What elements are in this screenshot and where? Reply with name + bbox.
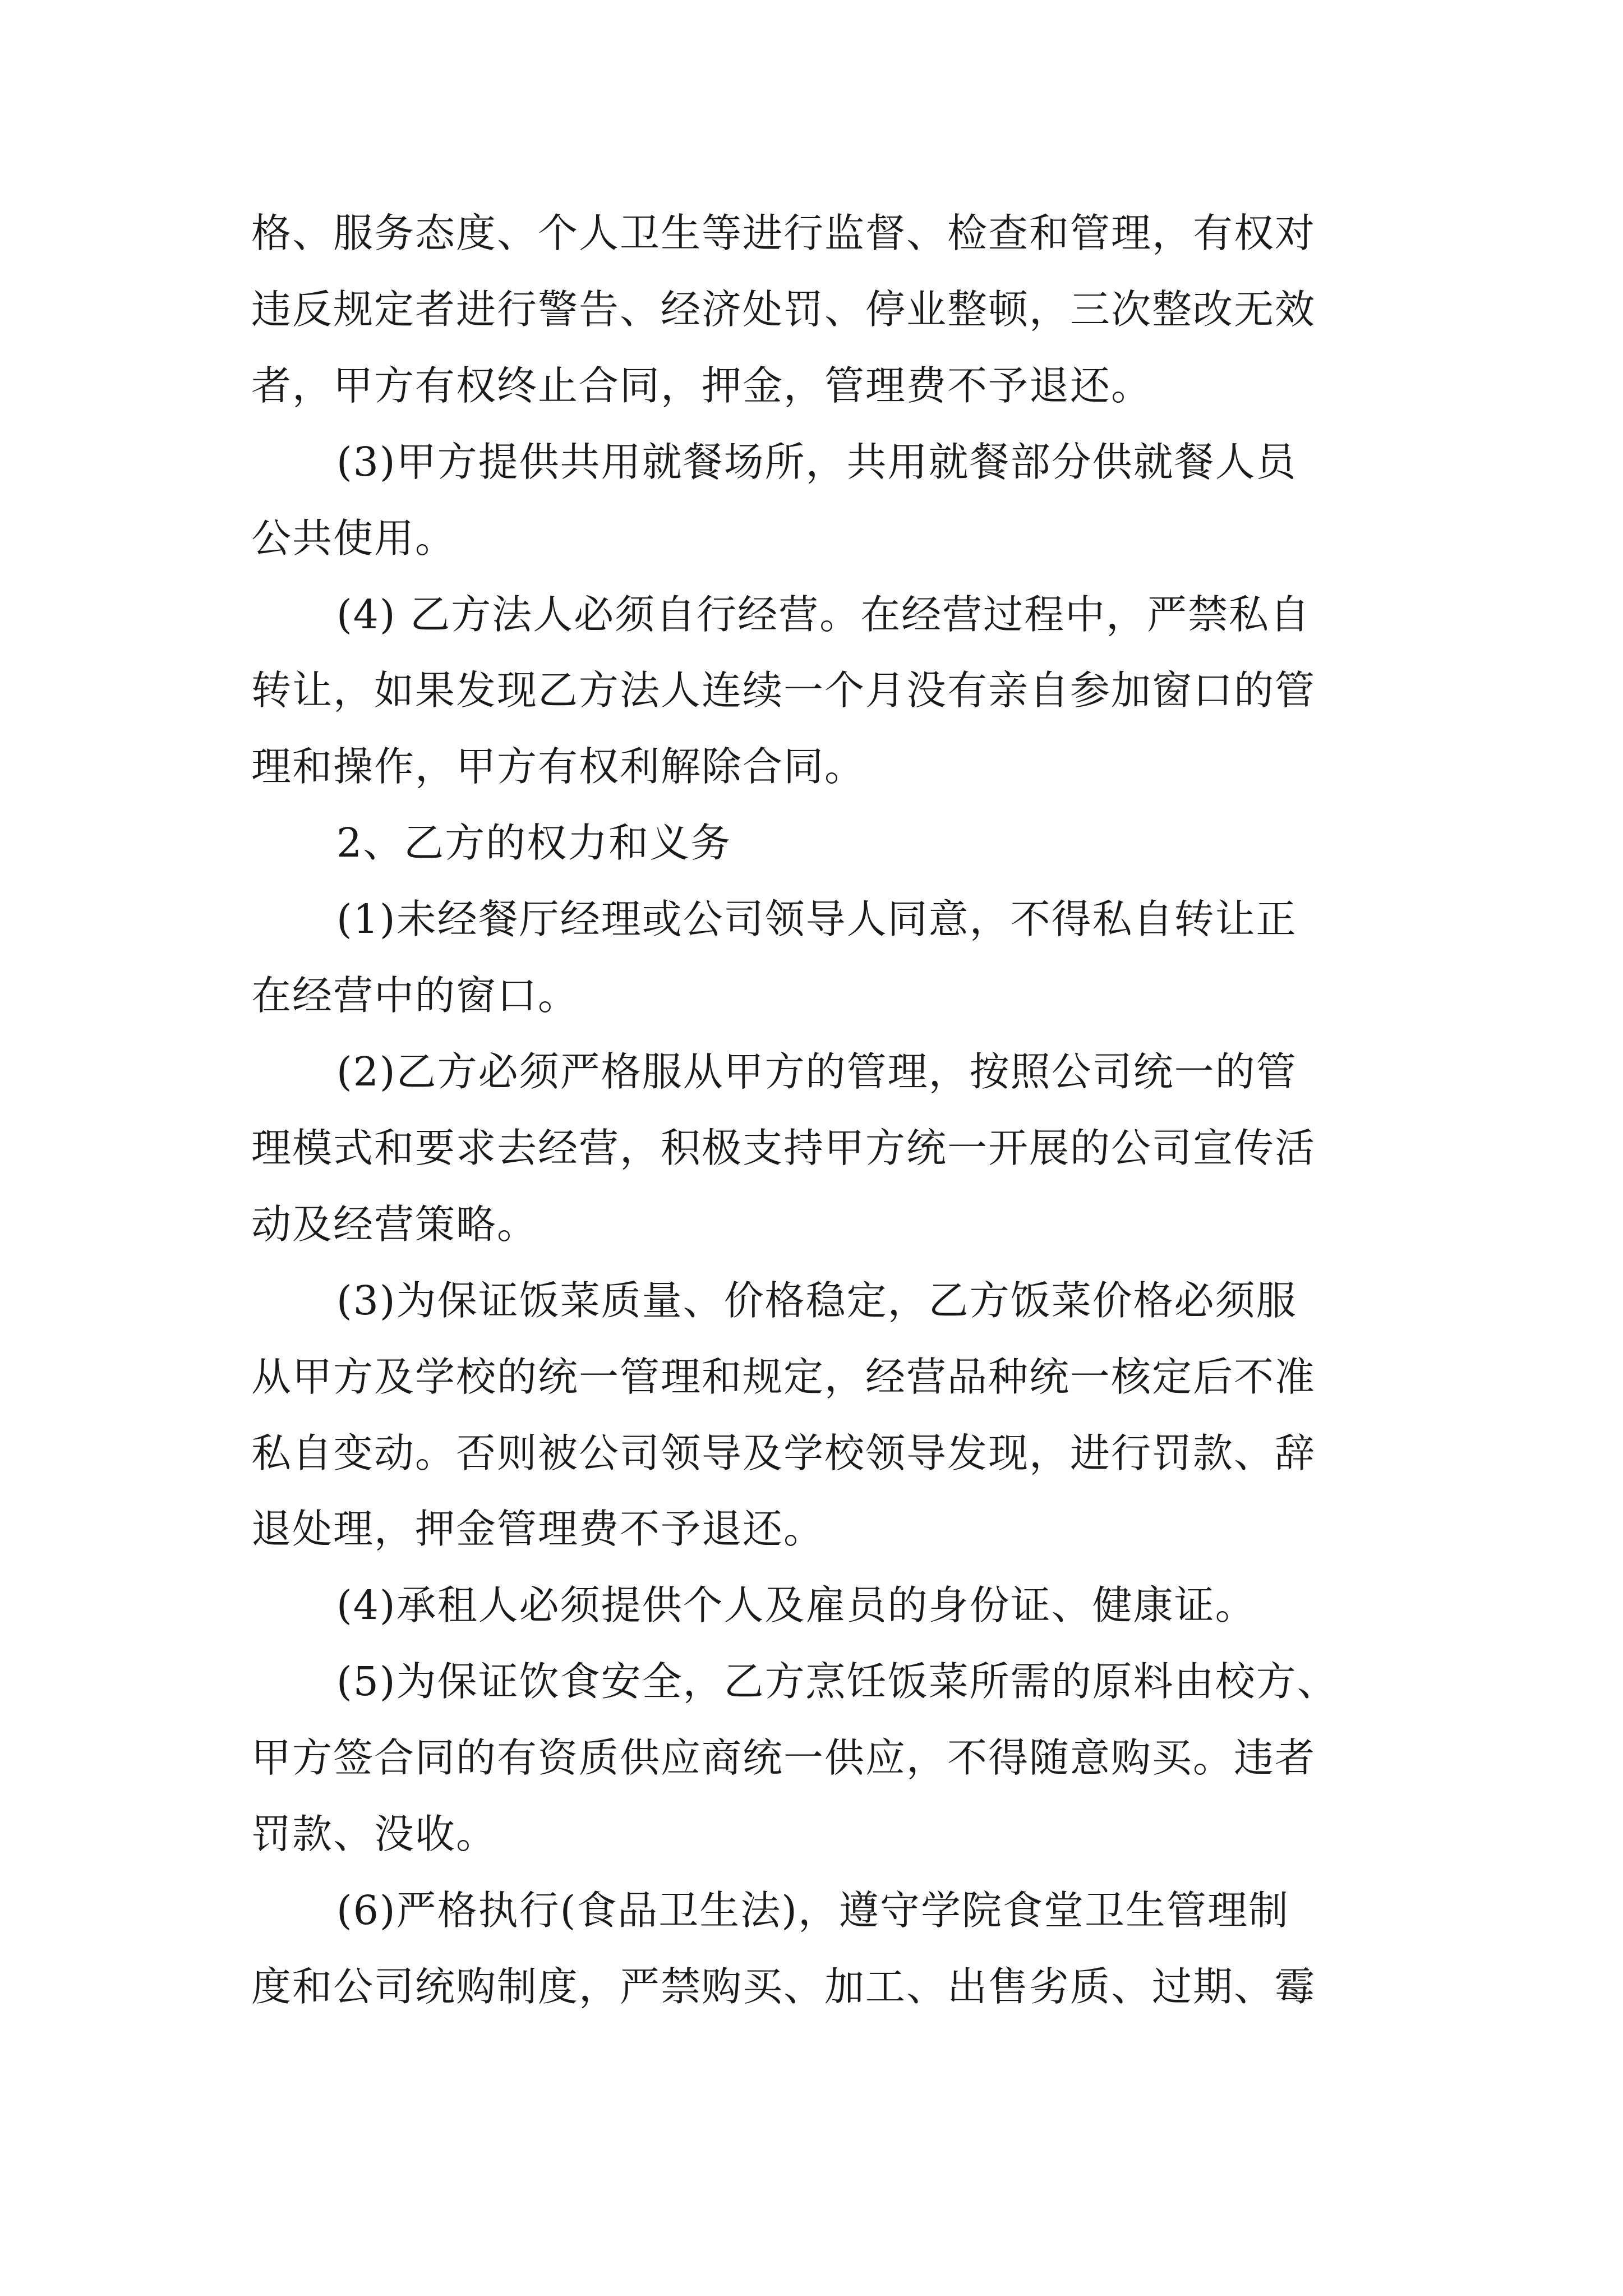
document-body (251, 195, 1378, 2025)
section-heading (251, 805, 1378, 881)
text-line: 退处理，押金管理费不予退还。 (251, 1506, 825, 1553)
paragraph-clause-b2 (251, 1034, 1378, 1263)
text-line: 私自变动。否则被公司领导及学校领导发现，进行罚款、辞 (251, 1429, 1316, 1476)
paragraph-clause-a4 (251, 577, 1378, 806)
text-line: 在经营中的窗口。 (251, 972, 579, 1019)
text-line: (2)乙方必须严格服从甲方的管理，按照公司统一的管 (336, 1048, 1297, 1095)
paragraph-clause-b3 (251, 1263, 1378, 1568)
text-line: 罚款、没收。 (251, 1811, 497, 1858)
text-line: 2、乙方的权力和义务 (336, 820, 732, 867)
text-line: 公共使用。 (251, 514, 457, 562)
text-line: (1)未经餐厅经理或公司领导人同意，不得私自转让正 (336, 896, 1297, 943)
text-line: 动及经营策略。 (251, 1200, 538, 1248)
text-line: (3)为保证饭菜质量、价格稳定，乙方饭菜价格必须服 (336, 1277, 1297, 1324)
text-line: 度和公司统购制度，严禁购买、加工、出售劣质、过期、霉 (251, 1963, 1316, 2010)
text-line: 甲方签合同的有资质供应商统一供应，不得随意购买。违者 (251, 1734, 1316, 1782)
paragraph-clause-b1 (251, 881, 1378, 1034)
text-line: (4)承租人必须提供个人及雇员的身份证、健康证。 (336, 1582, 1256, 1629)
paragraph-clause-b4 (251, 1567, 1378, 1644)
text-line: (4) 乙方法人必须自行经营。在经营过程中，严禁私自 (336, 591, 1311, 638)
text-line: 转让，如果发现乙方法人连续一个月没有亲自参加窗口的管 (251, 667, 1316, 714)
text-line: 者，甲方有权终止合同，押金，管理费不予退还。 (251, 362, 1152, 409)
paragraph-continuation (251, 195, 1378, 424)
text-line: 违反规定者进行警告、经济处罚、停业整顿，三次整改无效 (251, 286, 1316, 333)
text-line: 理和操作，甲方有权利解除合同。 (251, 743, 866, 790)
text-line: 理模式和要求去经营，积极支持甲方统一开展的公司宣传活 (251, 1124, 1316, 1171)
text-line: (6)严格执行(食品卫生法)，遵守学院食堂卫生管理制 (336, 1887, 1289, 1934)
text-line: (5)为保证饮食安全，乙方烹饪饭菜所需的原料由校方、 (336, 1658, 1338, 1705)
paragraph-clause-b5 (251, 1644, 1378, 1872)
text-line: 从甲方及学校的统一管理和规定，经营品种统一核定后不准 (251, 1353, 1316, 1400)
text-line: 格、服务态度、个人卫生等进行监督、检查和管理，有权对 (251, 210, 1316, 256)
paragraph-clause-a3 (251, 424, 1378, 577)
text-line: (3)甲方提供共用就餐场所，共用就餐部分供就餐人员 (336, 438, 1297, 485)
paragraph-clause-b6 (251, 1872, 1378, 2025)
